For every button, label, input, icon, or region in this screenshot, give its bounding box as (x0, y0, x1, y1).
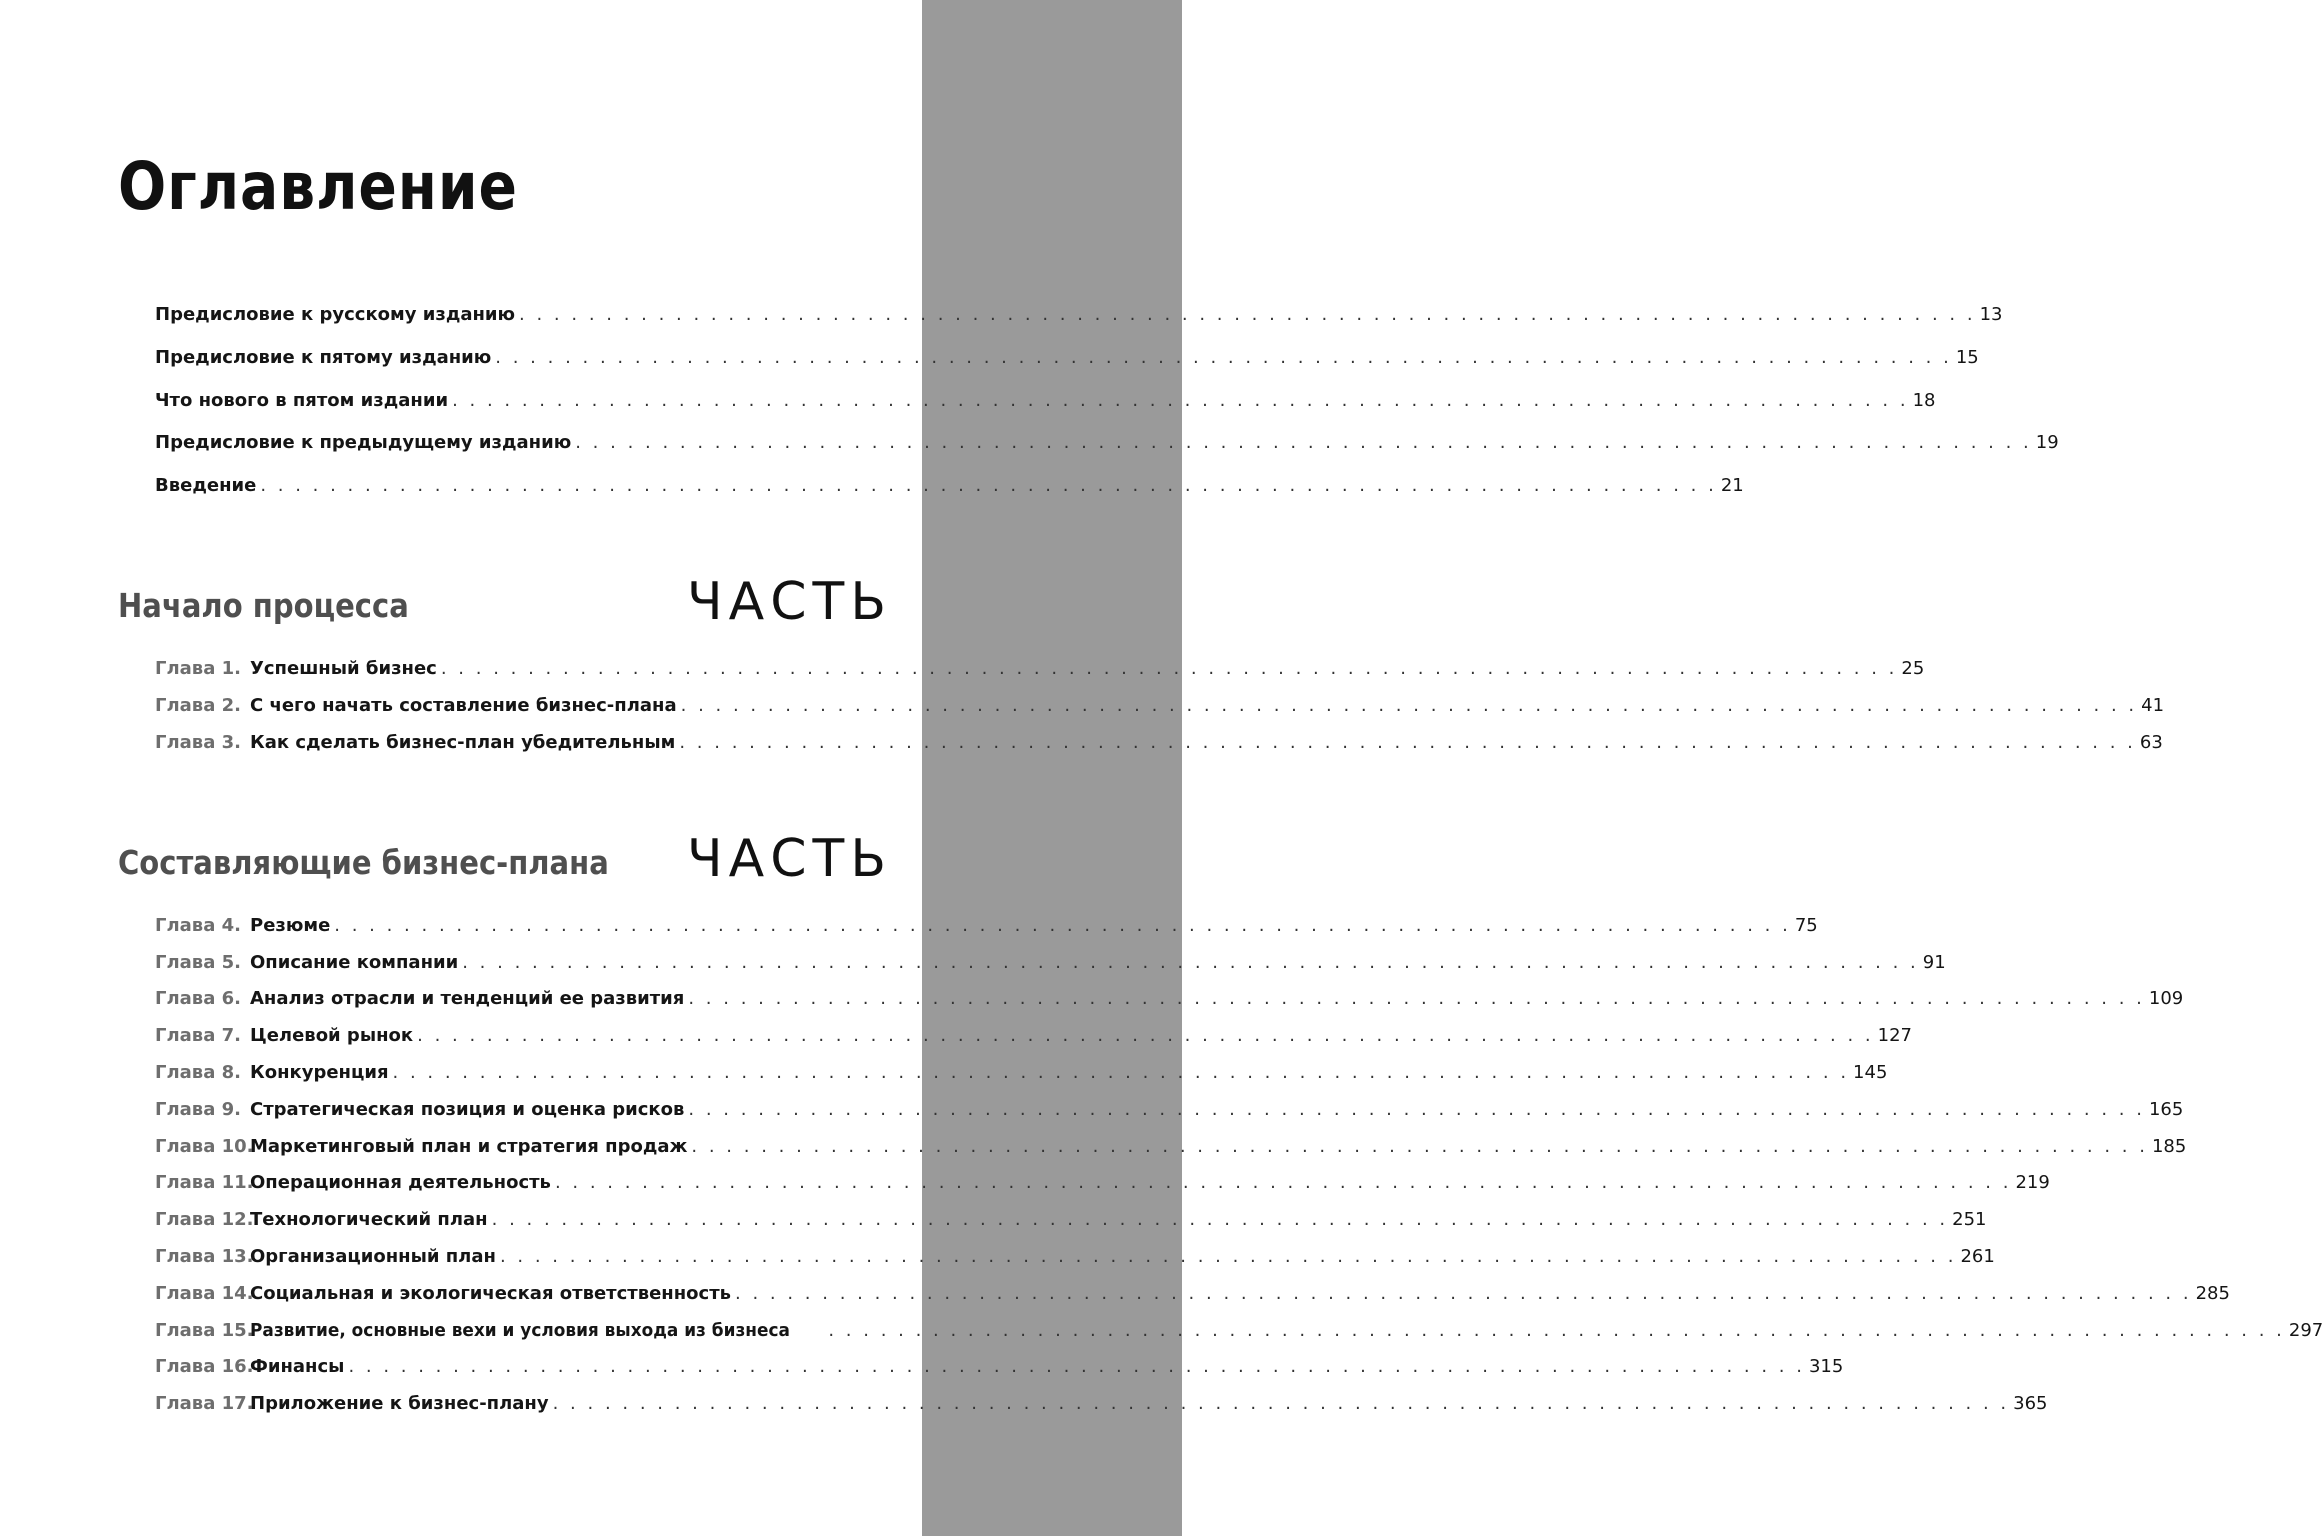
chapter-number: Глава 5. (155, 952, 241, 973)
chapter-number: Глава 13. (155, 1246, 254, 1267)
toc-entry-chapter-3[interactable] (155, 732, 2163, 760)
toc-entry-title: Предисловие к пятому изданию (155, 347, 492, 368)
toc-entry-chapter-16[interactable] (155, 1356, 1844, 1384)
toc-entry-page: 145 (1853, 1062, 1888, 1083)
toc-entry-chapter-10[interactable] (155, 1136, 2187, 1164)
dot-leader (348, 1356, 1805, 1377)
dot-leader (334, 915, 1791, 936)
dot-leader (441, 658, 1898, 679)
toc-entry-page: 165 (2148, 1099, 2184, 1120)
toc-entry-title: Резюме (250, 915, 331, 936)
chapter-number: Глава 4. (155, 915, 241, 936)
toc-entry-chapter-5[interactable] (155, 952, 1946, 980)
toc-entry-page: 15 (1955, 347, 1979, 368)
chapter-number: Глава 14. (155, 1283, 254, 1304)
toc-entry-title: Развитие, основные вехи и условия выхода из бизнеса (250, 1320, 790, 1341)
dot-leader (495, 347, 1952, 368)
dot-leader (575, 432, 2032, 453)
chapter-number: Глава 15. (155, 1320, 254, 1341)
dot-leader (492, 1209, 1949, 1230)
toc-entry-page: 91 (1922, 952, 1946, 973)
toc-entry-page: 297 (2288, 1320, 2323, 1341)
toc-entry-title: С чего начать составление бизнес-плана (250, 695, 677, 716)
toc-entry-front-2[interactable] (155, 347, 1979, 375)
dot-leader (679, 732, 2136, 753)
toc-entry-title: Технологический план (250, 1209, 488, 1230)
chapter-number: Глава 17. (155, 1393, 254, 1414)
dot-leader (555, 1172, 2012, 1193)
toc-entry-chapter-7[interactable] (155, 1025, 1913, 1053)
part-2-label: ЧАСТЬ (687, 829, 892, 889)
toc-entry-front-4[interactable] (155, 432, 2059, 460)
toc-entry-front-5[interactable] (155, 475, 1744, 503)
toc-entry-title: Успешный бизнес (250, 658, 437, 679)
toc-entry-title: Как сделать бизнес-план убедительным (250, 732, 676, 753)
toc-entry-front-1[interactable] (155, 304, 2003, 332)
dot-leader (691, 1136, 2148, 1157)
toc-entry-title: Конкуренция (250, 1062, 389, 1083)
chapter-number: Глава 12. (155, 1209, 254, 1230)
toc-entry-page: 261 (1960, 1246, 1995, 1267)
toc-entry-title: Социальная и экологическая ответственность (250, 1283, 732, 1304)
toc-entry-title: Приложение к бизнес-плану (250, 1393, 549, 1414)
toc-entry-chapter-15[interactable] (155, 1320, 2323, 1348)
toc-entry-page: 127 (1877, 1025, 1913, 1046)
toc-entry-page: 41 (2141, 695, 2165, 716)
part-2-numeral: II (1866, 779, 1959, 909)
chapter-number: Глава 7. (155, 1025, 241, 1046)
chapter-number: Глава 6. (155, 988, 241, 1009)
part-2-title: Составляющие бизнес-плана (118, 843, 609, 882)
toc-entry-title: Предисловие к предыдущему изданию (155, 432, 572, 453)
toc-entry-page: 75 (1794, 915, 1818, 936)
toc-entry-page: 285 (2195, 1283, 2230, 1304)
toc-entry-title: Предисловие к русскому изданию (155, 304, 516, 325)
toc-entry-page: 19 (2035, 432, 2059, 453)
toc-entry-page: 18 (1912, 390, 1936, 411)
toc-entry-title: Описание компании (250, 952, 459, 973)
dot-leader (735, 1283, 2192, 1304)
dot-leader (553, 1393, 2010, 1414)
toc-entry-chapter-1[interactable] (155, 658, 1925, 686)
dot-leader (688, 1099, 2145, 1120)
dot-leader (681, 695, 2138, 716)
toc-entry-page: 315 (1808, 1356, 1844, 1377)
toc-entry-page: 109 (2148, 988, 2184, 1009)
toc-entry-chapter-13[interactable] (155, 1246, 1995, 1274)
toc-entry-page: 251 (1952, 1209, 1987, 1230)
chapter-number: Глава 11. (155, 1172, 254, 1193)
dot-leader (260, 475, 1717, 496)
toc-entry-chapter-2[interactable] (155, 695, 2165, 723)
toc-entry-chapter-9[interactable] (155, 1099, 2184, 1127)
toc-entry-page: 21 (1720, 475, 1744, 496)
dot-leader (462, 952, 1919, 973)
toc-entry-title: Целевой рынок (250, 1025, 414, 1046)
dot-leader (519, 304, 1976, 325)
toc-entry-title: Операционная деятельность (250, 1172, 551, 1193)
toc-entry-chapter-4[interactable] (155, 915, 1818, 943)
toc-entry-page: 219 (2015, 1172, 2050, 1193)
toc-entry-title: Введение (155, 475, 257, 496)
chapter-number: Глава 16. (155, 1356, 254, 1377)
chapter-number: Глава 3. (155, 732, 241, 753)
part-1-label: ЧАСТЬ (687, 572, 892, 632)
dot-leader (688, 988, 2145, 1009)
toc-entry-title: Организационный план (250, 1246, 496, 1267)
part-1-numeral: I (1866, 521, 1913, 651)
chapter-number: Глава 2. (155, 695, 241, 716)
dot-leader (500, 1246, 1957, 1267)
toc-entry-page: 25 (1901, 658, 1925, 679)
chapter-number: Глава 1. (155, 658, 241, 679)
toc-entry-chapter-8[interactable] (155, 1062, 1888, 1090)
toc-entry-title: Что нового в пятом издании (155, 390, 449, 411)
dot-leader (393, 1062, 1850, 1083)
toc-entry-title: Анализ отрасли и тенденций ее развития (250, 988, 685, 1009)
toc-entry-page: 13 (1979, 304, 2003, 325)
chapter-number: Глава 10. (155, 1136, 254, 1157)
dot-leader (417, 1025, 1874, 1046)
toc-entry-page: 185 (2151, 1136, 2187, 1157)
toc-entry-title: Финансы (250, 1356, 345, 1377)
dot-leader (828, 1320, 2285, 1341)
dot-leader (452, 390, 1909, 411)
toc-entry-title: Маркетинговый план и стратегия продаж (250, 1136, 688, 1157)
toc-entry-page: 365 (2013, 1393, 2048, 1414)
toc-entry-chapter-6[interactable] (155, 988, 2184, 1016)
toc-entry-page: 63 (2139, 732, 2163, 753)
toc-entry-front-3[interactable] (155, 390, 1936, 418)
part-1-title: Начало процесса (118, 586, 409, 625)
page-title: Оглавление (118, 148, 518, 225)
toc-entry-chapter-14[interactable] (155, 1283, 2230, 1311)
toc-entry-chapter-11[interactable] (155, 1172, 2050, 1200)
toc-entry-title: Стратегическая позиция и оценка рисков (250, 1099, 685, 1120)
toc-entry-chapter-17[interactable] (155, 1393, 2048, 1421)
toc-entry-chapter-12[interactable] (155, 1209, 1987, 1237)
chapter-number: Глава 8. (155, 1062, 241, 1083)
chapter-number: Глава 9. (155, 1099, 241, 1120)
